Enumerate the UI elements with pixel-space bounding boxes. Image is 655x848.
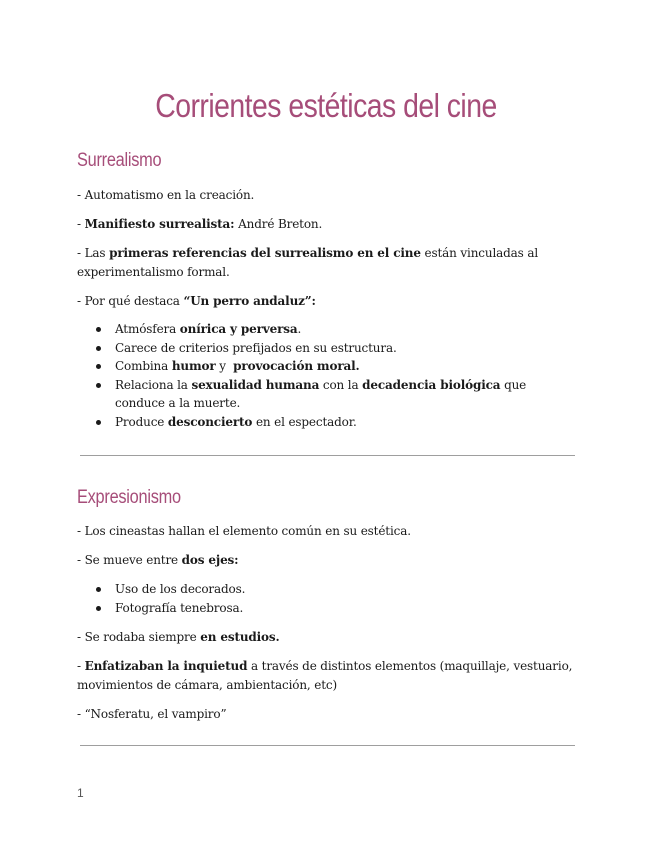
- paragraph-estudios: - Se rodaba siempre en estudios.: [77, 630, 280, 644]
- list-item: Produce desconcierto en el espectador.: [77, 413, 575, 432]
- bullet-icon: [96, 606, 101, 611]
- page-number: 1: [77, 786, 84, 800]
- paragraph-cineastas: - Los cineastas hallan el elemento común en su estética.: [77, 524, 411, 538]
- paragraph-primeras-referencias: - Las primeras referencias del surrealismo en el cine están vinculadas al experimentalismo formal.: [77, 246, 539, 279]
- expresionismo-bullet-list: [77, 580, 575, 617]
- surrealismo-bullet-list: [77, 320, 575, 431]
- document-page: [77, 0, 575, 848]
- list-item: Fotografía tenebrosa.: [77, 599, 575, 618]
- horizontal-divider: [80, 455, 575, 456]
- paragraph-nosferatu: - “Nosferatu, el vampiro”: [77, 707, 227, 721]
- paragraph-por-que-destaca: - Por qué destaca “Un perro andaluz”:: [77, 294, 316, 308]
- paragraph-dos-ejes: - Se mueve entre dos ejes:: [77, 553, 239, 567]
- list-item: Relaciona la sexualidad humana con la decadencia biológica que conduce a la muerte.: [77, 376, 575, 413]
- list-item: Atmósfera onírica y perversa.: [77, 320, 575, 339]
- bullet-icon: [96, 364, 101, 369]
- paragraph-manifiesto: - Manifiesto surrealista: André Breton.: [77, 217, 323, 231]
- horizontal-divider: [80, 745, 575, 746]
- paragraph-automatismo: - Automatismo en la creación.: [77, 188, 255, 202]
- document-title: Corrientes estéticas del cine: [155, 87, 497, 124]
- bullet-icon: [96, 383, 101, 388]
- section-heading-expresionismo: Expresionismo: [77, 487, 181, 508]
- list-item: Uso de los decorados.: [77, 580, 575, 599]
- paragraph-inquietud: - Enfatizaban la inquietud a través de distintos elementos (maquillaje, vestuario, movimientos de cámara, ambientación, etc): [77, 659, 573, 692]
- bullet-icon: [96, 587, 101, 592]
- bullet-icon: [96, 420, 101, 425]
- bullet-icon: [96, 346, 101, 351]
- section-heading-surrealismo: Surrealismo: [77, 150, 162, 171]
- list-item: Combina humor y provocación moral.: [77, 357, 575, 376]
- list-item: Carece de criterios prefijados en su estructura.: [77, 339, 575, 358]
- bullet-icon: [96, 327, 101, 332]
